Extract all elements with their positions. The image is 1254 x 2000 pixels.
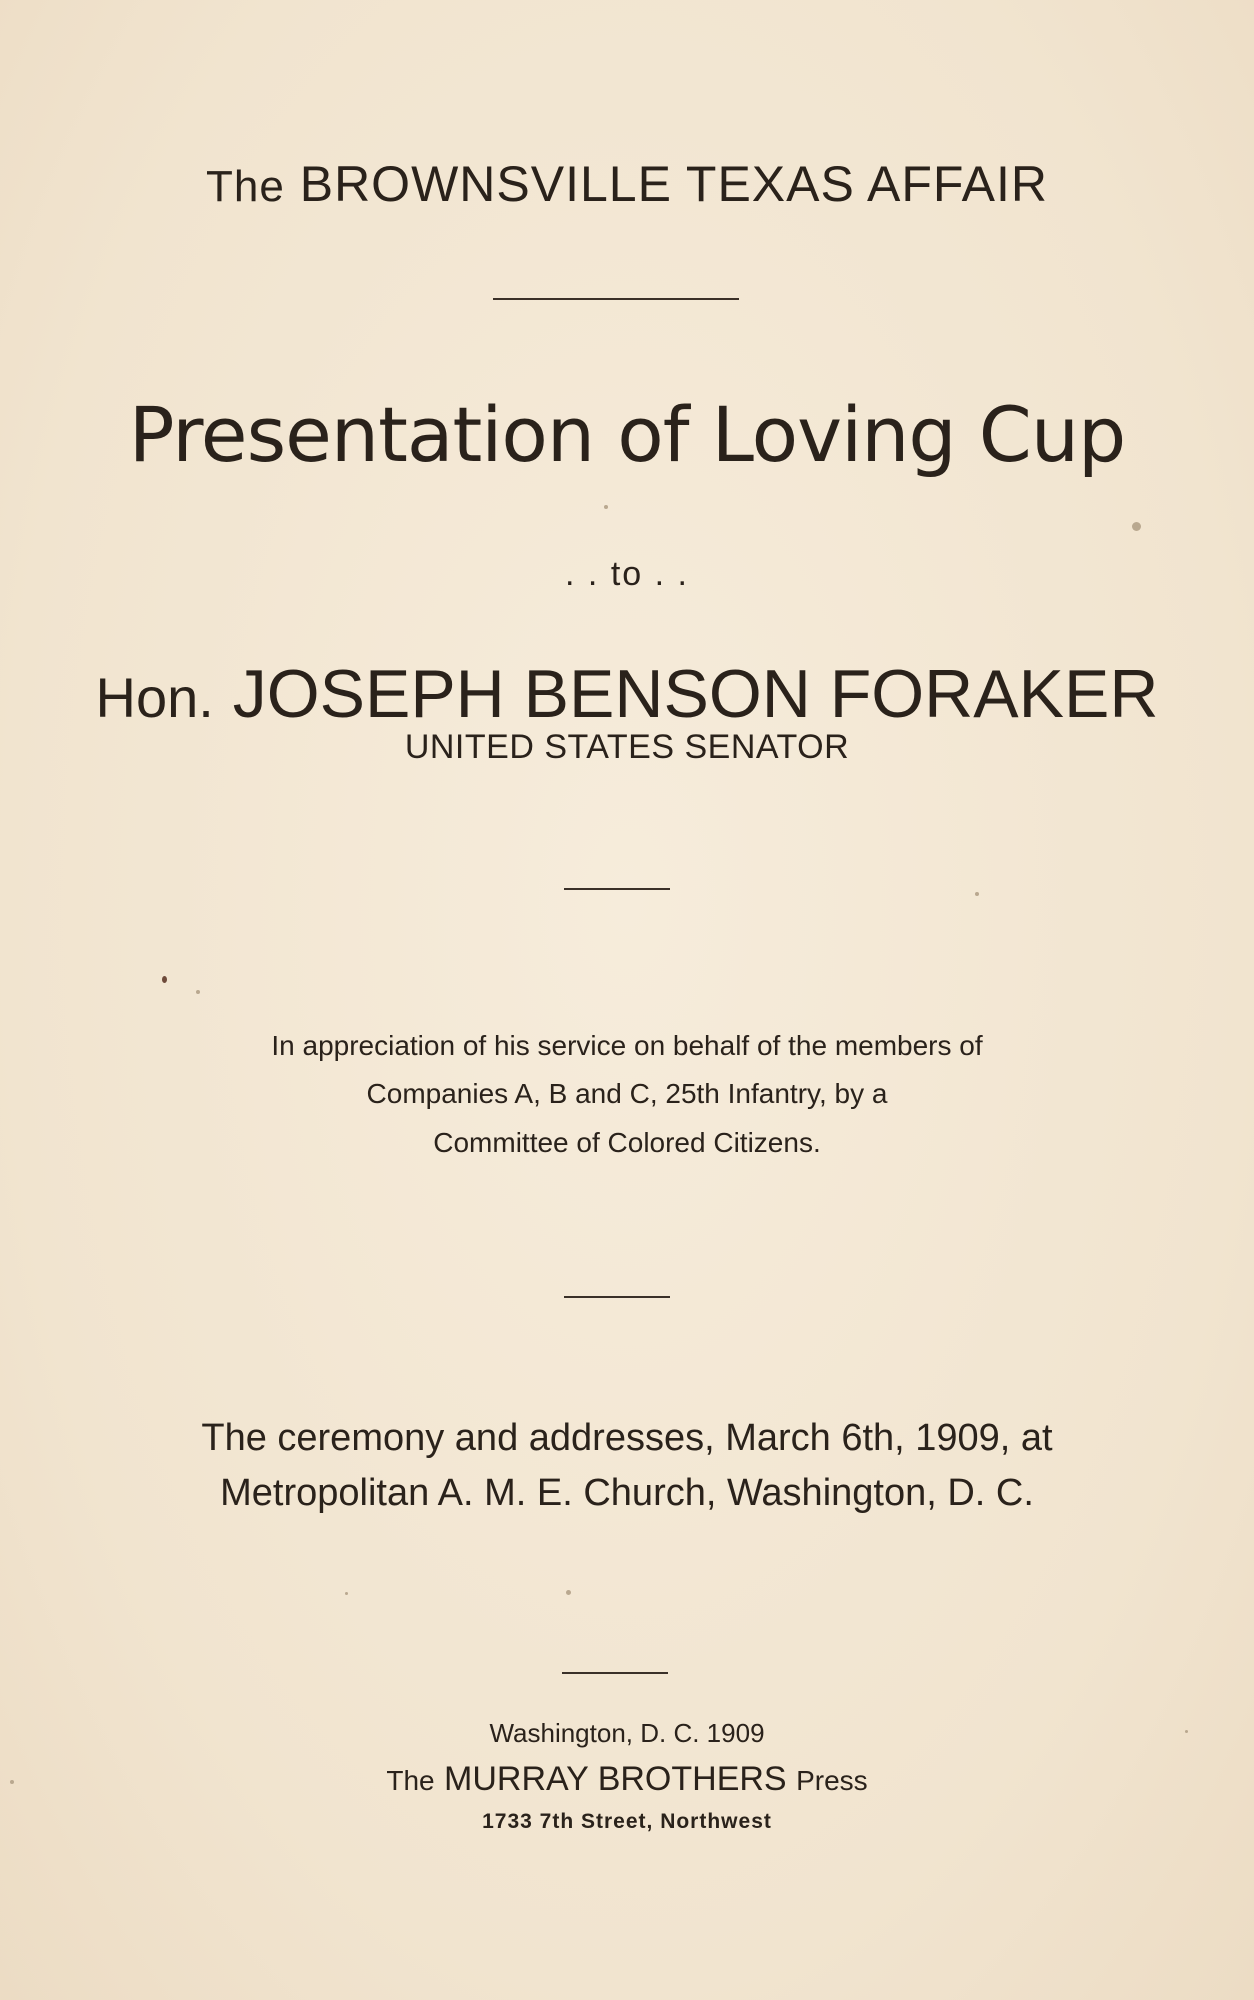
paper-speck — [604, 505, 608, 509]
divider-rule — [562, 1672, 668, 1674]
imprint-place-date: Washington, D. C. 1909 — [489, 1718, 765, 1748]
paper-speck — [975, 892, 979, 896]
header-prefix: The — [205, 162, 285, 211]
header-title — [0, 155, 1254, 213]
divider-rule — [564, 1296, 670, 1298]
imprint-press-name: MURRAY BROTHERS — [444, 1760, 787, 1798]
appreciation-line: In appreciation of his service on behalf of the members of — [271, 1030, 983, 1061]
paper-speck — [566, 1590, 571, 1595]
paper-speck — [10, 1780, 14, 1784]
to-line: . . to . . — [565, 555, 689, 593]
appreciation-line: Committee of Colored Citizens. — [433, 1127, 821, 1158]
paper-speck — [1185, 1730, 1188, 1733]
paper-speck — [345, 1592, 348, 1595]
appreciation-line: Companies A, B and C, 25th Infantry, by a — [366, 1078, 888, 1109]
paper-speck — [1132, 522, 1141, 531]
paper-speck — [162, 976, 167, 983]
honoree-full-name: JOSEPH BENSON FORAKER — [232, 656, 1159, 732]
imprint-address: 1733 7th Street, Northwest — [482, 1810, 772, 1833]
honoree-name — [0, 655, 1254, 733]
ceremony-line: The ceremony and addresses, March 6th, 1909, at — [201, 1417, 1053, 1459]
imprint-press-suffix: Press — [796, 1765, 868, 1796]
ceremony-line: Metropolitan A. M. E. Church, Washington, D. C. — [220, 1472, 1034, 1514]
imprint-press-prefix: The — [386, 1765, 435, 1796]
imprint-press — [0, 1760, 1254, 1799]
header-main: BROWNSVILLE TEXAS AFFAIR — [299, 156, 1049, 212]
paper-speck — [196, 990, 200, 994]
page-title: Presentation of Loving Cup — [128, 390, 1126, 479]
divider-rule — [564, 888, 670, 890]
divider-rule — [493, 298, 739, 300]
honoree-office: UNITED STATES SENATOR — [404, 728, 850, 766]
honoree-prefix: Hon. — [95, 666, 214, 729]
